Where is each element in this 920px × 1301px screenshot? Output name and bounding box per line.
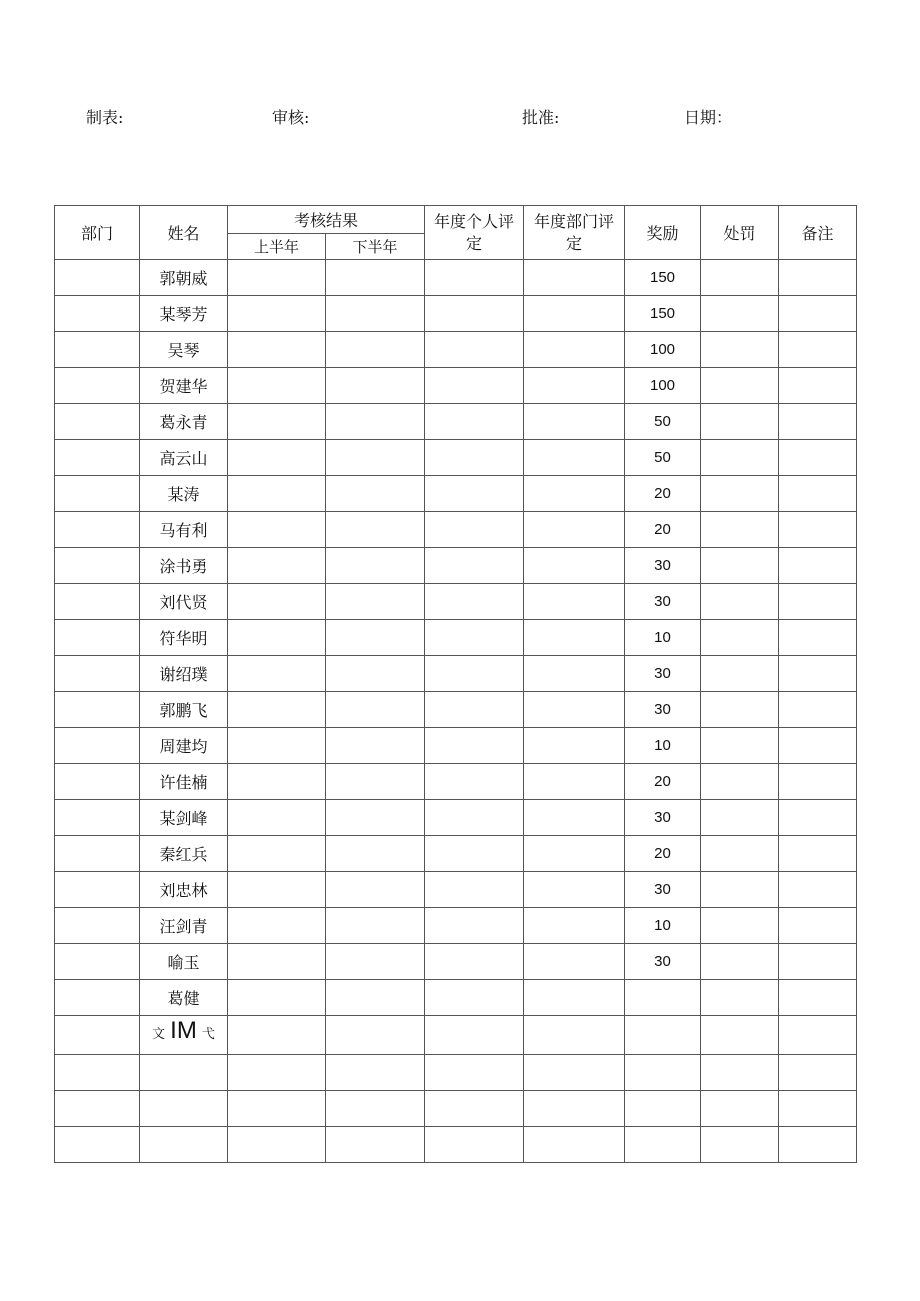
personal-eval-cell <box>425 620 524 656</box>
dept-cell <box>55 728 140 764</box>
personal-eval-cell <box>425 692 524 728</box>
penalty-cell <box>701 980 779 1016</box>
personal-eval-cell <box>425 440 524 476</box>
name-cell: 刘忠林 <box>140 872 228 908</box>
reward-cell: 20 <box>625 836 701 872</box>
table-row <box>55 620 857 656</box>
empty-cell <box>779 1091 857 1127</box>
table-row <box>55 476 857 512</box>
reward-cell: 30 <box>625 944 701 980</box>
empty-cell <box>140 1127 228 1163</box>
penalty-cell <box>701 944 779 980</box>
reward-cell: 30 <box>625 872 701 908</box>
first-half-cell <box>228 620 326 656</box>
empty-cell <box>140 1055 228 1091</box>
second-half-cell <box>326 836 425 872</box>
personal-eval-cell <box>425 656 524 692</box>
first-half-cell <box>228 260 326 296</box>
second-half-cell <box>326 476 425 512</box>
reward-cell: 50 <box>625 440 701 476</box>
second-half-cell <box>326 332 425 368</box>
dept-eval-cell <box>524 404 625 440</box>
empty-cell <box>228 1091 326 1127</box>
dept-cell <box>55 800 140 836</box>
header-personal-eval <box>425 206 524 260</box>
table-row <box>55 836 857 872</box>
evaluation-table <box>54 205 857 1163</box>
table-row <box>55 296 857 332</box>
remarks-cell <box>779 548 857 584</box>
header-assessment: 考核结果 <box>228 206 425 234</box>
table-row <box>55 440 857 476</box>
personal-eval-cell <box>425 908 524 944</box>
first-half-cell <box>228 584 326 620</box>
dept-eval-cell <box>524 332 625 368</box>
empty-cell <box>524 1055 625 1091</box>
second-half-cell <box>326 620 425 656</box>
remarks-cell <box>779 728 857 764</box>
second-half-cell <box>326 512 425 548</box>
reward-cell: 20 <box>625 764 701 800</box>
empty-cell <box>524 1016 625 1055</box>
dept-eval-cell <box>524 368 625 404</box>
dept-cell <box>55 332 140 368</box>
remarks-cell <box>779 404 857 440</box>
dept-cell <box>55 620 140 656</box>
table-row <box>55 1016 857 1055</box>
dept-cell <box>55 872 140 908</box>
header-second-half: 下半年 <box>326 234 425 260</box>
empty-cell <box>55 1055 140 1091</box>
dept-cell <box>55 692 140 728</box>
dept-eval-cell <box>524 440 625 476</box>
name-cell: 刘代贤 <box>140 584 228 620</box>
dept-eval-cell <box>524 944 625 980</box>
personal-eval-cell <box>425 512 524 548</box>
empty-cell <box>326 1016 425 1055</box>
label-date: 日期： <box>684 108 733 127</box>
name-cell: 贺建华 <box>140 368 228 404</box>
personal-eval-cell <box>425 476 524 512</box>
header-personal-eval-text: 年度个人评定 <box>434 211 515 253</box>
penalty-cell <box>701 620 779 656</box>
personal-eval-cell <box>425 980 524 1016</box>
remarks-cell <box>779 368 857 404</box>
name-cell: 涂书勇 <box>140 548 228 584</box>
remarks-cell <box>779 296 857 332</box>
empty-cell <box>625 1055 701 1091</box>
table-row <box>55 332 857 368</box>
first-half-cell <box>228 980 326 1016</box>
table-row <box>55 692 857 728</box>
penalty-cell <box>701 656 779 692</box>
dept-eval-cell <box>524 296 625 332</box>
reward-cell: 20 <box>625 512 701 548</box>
personal-eval-cell <box>425 728 524 764</box>
dept-eval-cell <box>524 728 625 764</box>
dept-cell <box>55 548 140 584</box>
garbled-part-b: IM <box>170 1017 197 1044</box>
first-half-cell <box>228 656 326 692</box>
name-cell: 某剑峰 <box>140 800 228 836</box>
dept-eval-cell <box>524 908 625 944</box>
penalty-cell <box>701 440 779 476</box>
remarks-cell <box>779 692 857 728</box>
table-row <box>55 260 857 296</box>
personal-eval-cell <box>425 800 524 836</box>
garbled-part-c: 弋 <box>201 1027 215 1042</box>
remarks-cell <box>779 944 857 980</box>
second-half-cell <box>326 404 425 440</box>
dept-cell <box>55 944 140 980</box>
remarks-cell <box>779 584 857 620</box>
dept-eval-cell <box>524 764 625 800</box>
dept-cell <box>55 512 140 548</box>
table-row <box>55 548 857 584</box>
remarks-cell <box>779 656 857 692</box>
remarks-cell <box>779 332 857 368</box>
second-half-cell <box>326 548 425 584</box>
dept-eval-cell <box>524 656 625 692</box>
penalty-cell <box>701 548 779 584</box>
reward-cell: 10 <box>625 620 701 656</box>
table-row <box>55 404 857 440</box>
second-half-cell <box>326 260 425 296</box>
reward-cell: 30 <box>625 548 701 584</box>
dept-eval-cell <box>524 800 625 836</box>
name-cell: 吴琴 <box>140 332 228 368</box>
empty-cell <box>425 1127 524 1163</box>
first-half-cell <box>228 368 326 404</box>
dept-eval-cell <box>524 980 625 1016</box>
reward-cell: 10 <box>625 728 701 764</box>
first-half-cell <box>228 332 326 368</box>
penalty-cell <box>701 332 779 368</box>
dept-cell <box>55 296 140 332</box>
name-cell: 符华明 <box>140 620 228 656</box>
penalty-cell <box>701 764 779 800</box>
penalty-cell <box>701 584 779 620</box>
name-cell: 喻玉 <box>140 944 228 980</box>
table-row-empty <box>55 1055 857 1091</box>
dept-cell <box>55 764 140 800</box>
dept-cell <box>55 404 140 440</box>
empty-cell <box>425 1016 524 1055</box>
personal-eval-cell <box>425 872 524 908</box>
personal-eval-cell <box>425 548 524 584</box>
penalty-cell <box>701 260 779 296</box>
dept-cell <box>55 836 140 872</box>
reward-cell: 30 <box>625 584 701 620</box>
table-row <box>55 872 857 908</box>
dept-cell <box>55 656 140 692</box>
name-cell: 马有利 <box>140 512 228 548</box>
table-row <box>55 728 857 764</box>
dept-cell <box>55 476 140 512</box>
empty-cell <box>228 1016 326 1055</box>
empty-cell <box>140 1091 228 1127</box>
dept-eval-cell <box>524 872 625 908</box>
empty-cell <box>326 1127 425 1163</box>
dept-eval-cell <box>524 260 625 296</box>
empty-cell <box>701 1055 779 1091</box>
dept-cell <box>55 980 140 1016</box>
table-row <box>55 764 857 800</box>
dept-eval-cell <box>524 512 625 548</box>
name-cell: 秦红兵 <box>140 836 228 872</box>
personal-eval-cell <box>425 260 524 296</box>
first-half-cell <box>228 548 326 584</box>
reward-cell: 30 <box>625 692 701 728</box>
first-half-cell <box>228 512 326 548</box>
remarks-cell <box>779 836 857 872</box>
first-half-cell <box>228 944 326 980</box>
name-cell: 某琴芳 <box>140 296 228 332</box>
table-row <box>55 800 857 836</box>
second-half-cell <box>326 980 425 1016</box>
name-cell: 汪剑青 <box>140 908 228 944</box>
empty-cell <box>228 1055 326 1091</box>
name-cell: 许佳楠 <box>140 764 228 800</box>
table-row <box>55 656 857 692</box>
label-approver: 批准: <box>522 108 560 127</box>
second-half-cell <box>326 944 425 980</box>
empty-cell <box>326 1091 425 1127</box>
table-row <box>55 980 857 1016</box>
remarks-cell <box>779 800 857 836</box>
empty-cell <box>625 1016 701 1055</box>
penalty-cell <box>701 872 779 908</box>
dept-eval-cell <box>524 836 625 872</box>
dept-eval-cell <box>524 476 625 512</box>
empty-cell <box>701 1091 779 1127</box>
reward-cell: 100 <box>625 332 701 368</box>
second-half-cell <box>326 584 425 620</box>
personal-eval-cell <box>425 404 524 440</box>
personal-eval-cell <box>425 332 524 368</box>
penalty-cell <box>701 476 779 512</box>
remarks-cell <box>779 980 857 1016</box>
penalty-cell <box>701 296 779 332</box>
dept-cell <box>55 260 140 296</box>
reward-cell <box>625 980 701 1016</box>
table-body <box>55 260 857 1163</box>
dept-cell <box>55 584 140 620</box>
penalty-cell <box>701 512 779 548</box>
personal-eval-cell <box>425 836 524 872</box>
label-reviewer: 审核: <box>272 108 310 127</box>
first-half-cell <box>228 764 326 800</box>
remarks-cell <box>779 476 857 512</box>
personal-eval-cell <box>425 764 524 800</box>
empty-cell <box>326 1055 425 1091</box>
name-cell: 高云山 <box>140 440 228 476</box>
penalty-cell <box>701 692 779 728</box>
empty-cell <box>524 1091 625 1127</box>
empty-cell <box>625 1091 701 1127</box>
first-half-cell <box>228 440 326 476</box>
reward-cell: 150 <box>625 296 701 332</box>
name-cell: 郭朝威 <box>140 260 228 296</box>
garbled-part-a: 文 <box>152 1027 166 1042</box>
second-half-cell <box>326 764 425 800</box>
penalty-cell <box>701 368 779 404</box>
empty-cell <box>524 1127 625 1163</box>
second-half-cell <box>326 296 425 332</box>
dept-eval-cell <box>524 584 625 620</box>
remarks-cell <box>779 872 857 908</box>
empty-cell <box>425 1055 524 1091</box>
first-half-cell <box>228 728 326 764</box>
empty-cell <box>55 1127 140 1163</box>
first-half-cell <box>228 800 326 836</box>
name-cell-garbled <box>140 1016 228 1055</box>
second-half-cell <box>326 440 425 476</box>
remarks-cell <box>779 908 857 944</box>
name-cell: 谢绍璞 <box>140 656 228 692</box>
remarks-cell <box>779 260 857 296</box>
garbled-text <box>152 1016 215 1050</box>
dept-cell <box>55 1016 140 1055</box>
reward-cell: 100 <box>625 368 701 404</box>
penalty-cell <box>701 728 779 764</box>
empty-cell <box>228 1127 326 1163</box>
reward-cell: 150 <box>625 260 701 296</box>
personal-eval-cell <box>425 368 524 404</box>
reward-cell: 30 <box>625 800 701 836</box>
header-remarks: 备注 <box>779 206 857 260</box>
dept-cell <box>55 368 140 404</box>
first-half-cell <box>228 908 326 944</box>
name-cell: 郭鹏飞 <box>140 692 228 728</box>
empty-cell <box>779 1127 857 1163</box>
dept-eval-cell <box>524 692 625 728</box>
remarks-cell <box>779 440 857 476</box>
reward-cell: 10 <box>625 908 701 944</box>
empty-cell <box>701 1127 779 1163</box>
label-preparer: 制表: <box>86 108 124 127</box>
dept-cell <box>55 440 140 476</box>
header-name: 姓名 <box>140 206 228 260</box>
table-row <box>55 512 857 548</box>
empty-cell <box>779 1016 857 1055</box>
second-half-cell <box>326 656 425 692</box>
personal-eval-cell <box>425 296 524 332</box>
empty-cell <box>701 1016 779 1055</box>
penalty-cell <box>701 404 779 440</box>
name-cell: 周建均 <box>140 728 228 764</box>
first-half-cell <box>228 296 326 332</box>
second-half-cell <box>326 872 425 908</box>
personal-eval-cell <box>425 944 524 980</box>
first-half-cell <box>228 692 326 728</box>
header-reward: 奖励 <box>625 206 701 260</box>
name-cell: 葛永青 <box>140 404 228 440</box>
penalty-cell <box>701 908 779 944</box>
table-row-empty <box>55 1091 857 1127</box>
first-half-cell <box>228 872 326 908</box>
reward-cell: 20 <box>625 476 701 512</box>
personal-eval-cell <box>425 584 524 620</box>
second-half-cell <box>326 368 425 404</box>
remarks-cell <box>779 764 857 800</box>
table-row-empty <box>55 1127 857 1163</box>
first-half-cell <box>228 404 326 440</box>
table-row <box>55 944 857 980</box>
header-penalty: 处罚 <box>701 206 779 260</box>
second-half-cell <box>326 692 425 728</box>
name-cell: 某涛 <box>140 476 228 512</box>
second-half-cell <box>326 908 425 944</box>
remarks-cell <box>779 512 857 548</box>
remarks-cell <box>779 620 857 656</box>
second-half-cell <box>326 728 425 764</box>
name-cell: 葛健 <box>140 980 228 1016</box>
empty-cell <box>625 1127 701 1163</box>
second-half-cell <box>326 800 425 836</box>
table-row <box>55 908 857 944</box>
penalty-cell <box>701 836 779 872</box>
header-dept: 部门 <box>55 206 140 260</box>
table-row <box>55 584 857 620</box>
header-first-half: 上半年 <box>228 234 326 260</box>
empty-cell <box>425 1091 524 1127</box>
first-half-cell <box>228 836 326 872</box>
penalty-cell <box>701 800 779 836</box>
dept-cell <box>55 908 140 944</box>
header-dept-eval <box>524 206 625 260</box>
reward-cell: 50 <box>625 404 701 440</box>
reward-cell: 30 <box>625 656 701 692</box>
dept-eval-cell <box>524 548 625 584</box>
empty-cell <box>55 1091 140 1127</box>
header-dept-eval-text: 年度部门评定 <box>534 211 615 253</box>
first-half-cell <box>228 476 326 512</box>
table-row <box>55 368 857 404</box>
empty-cell <box>779 1055 857 1091</box>
dept-eval-cell <box>524 620 625 656</box>
